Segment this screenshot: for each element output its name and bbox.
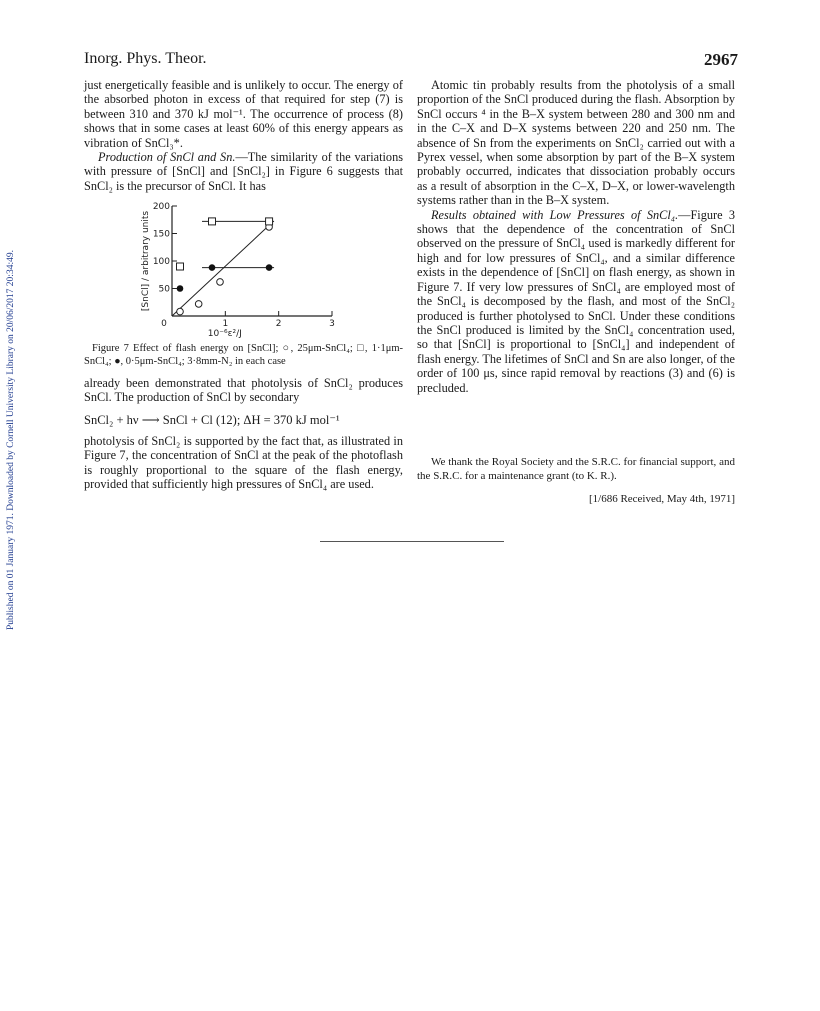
data-point-filled-circle bbox=[209, 264, 216, 271]
data-point-square bbox=[177, 263, 184, 270]
right-column bbox=[417, 78, 735, 395]
acknowledgement: We thank the Royal Society and the S.R.C. for financial support, and the S.R.C. for a maintenance grant (to K. R.). bbox=[417, 456, 735, 482]
section-heading: Results obtained with Low Pressures of SnCl₄. bbox=[431, 207, 679, 222]
x-tick-label: 0 bbox=[161, 319, 167, 329]
received-note: [1/686 Received, May 4th, 1971] bbox=[588, 493, 735, 505]
y-tick-label: 50 bbox=[158, 284, 170, 295]
paragraph: Atomic tin probably results from the photolysis of a small proportion of the SnCl produced during the flash. Absorption by SnCl occurs ⁴ in the B–X system between 280 and 300 nm and in the C–X and D–X systems between 220 and 250 nm. The absence of Sn from the experiments on SnCl₂ carried out with a Pyrex vessel, when some absorption by part of the B–X system probably occurred, indicates that dissociation probably occurs as a result of absorption in the C–X, D–X, or lower-wavelength systems rather than in the B–X system. bbox=[417, 78, 735, 208]
x-tick-label: 1 bbox=[222, 319, 229, 329]
data-point-square bbox=[266, 218, 273, 225]
paragraph: photolysis of SnCl₂ is supported by the fact that, as illustrated in Figure 7, the concentration of SnCl at the peak of the photoflash is roughly proportional to the square of the flash energy, provided that sufficiently high pressures of SnCl₄ are used. bbox=[84, 433, 403, 492]
download-stamp bbox=[6, 190, 20, 630]
section-heading: Production of SnCl and Sn. bbox=[98, 150, 236, 165]
data-point-open-circle bbox=[195, 301, 202, 308]
x-tick-label: 2 bbox=[275, 319, 282, 329]
left-column-top bbox=[84, 78, 403, 193]
paragraph bbox=[417, 208, 735, 395]
paragraph-text: —The similarity of the variations with pressure of [SnCl] and [SnCl₂] in Figure 6 suggests that SnCl₂ is the precursor of SnCl. It has bbox=[84, 150, 404, 193]
x-tick-label: 3 bbox=[329, 319, 335, 329]
y-tick-label: 150 bbox=[152, 229, 170, 240]
y-tick-label: 100 bbox=[152, 257, 170, 267]
figure-7-caption: Figure 7 Effect of flash energy on [SnCl]; ○, 25μm-SnCl₄; □, 1·1μm-SnCl₄; ●, 0·5μm-SnCl₄; 3·8mm-N₂ in each case bbox=[84, 343, 403, 367]
y-axis-label: [SnCl] / arbitrary units bbox=[141, 210, 151, 312]
left-column-bottom bbox=[84, 376, 403, 491]
data-point-filled-circle bbox=[266, 264, 273, 271]
data-point-open-circle bbox=[177, 308, 184, 315]
page-header bbox=[84, 50, 738, 72]
journal-title: Inorg. Phys. Theor. bbox=[84, 50, 207, 67]
paragraph-text: —Figure 3 shows that the dependence of the concentration of SnCl observed on the pressure of SnCl₄ used is markedly different for high and for low pressures of SnCl₄, and a similar difference exists in the dependence of [SnCl] on flash energy, as shown in Figure 7. If very low pressures of SnCl₄ are employed most of the SnCl₄ is decomposed by the flash, and most of the SnCl₂ produced is further photolysed to SnCl. Under these conditions the SnCl produced is limited by the SnCl₄ concentration used, so that [SnCl] is proportional to [SnCl₄] and independent of flash energy. The lifetimes of SnCl and Sn are also longer, of the order of 100 μs, since rapid removal by reactions (3) and (6) is precluded. bbox=[417, 207, 736, 395]
download-stamp-text: Published on 01 January 1971. Downloaded by Cornell University Library on 20/06/2017 20:34:49. bbox=[6, 250, 16, 630]
x-axis-label: 10⁻⁶ε²/J bbox=[207, 329, 242, 338]
y-tick-label: 200 bbox=[152, 202, 170, 212]
data-point-square bbox=[209, 218, 216, 225]
data-point-filled-circle bbox=[177, 285, 184, 292]
equation-12: SnCl₂ + hν ⟶ SnCl + Cl (12); ΔH = 370 kJ mol⁻¹ bbox=[84, 412, 340, 427]
paragraph bbox=[84, 150, 403, 193]
data-point-open-circle bbox=[217, 279, 224, 286]
series-line-25um bbox=[172, 221, 273, 316]
paragraph: already been demonstrated that photolysis of SnCl₂ produces SnCl. The production of SnCl by secondary bbox=[84, 376, 403, 405]
page-number: 2967 bbox=[704, 50, 738, 69]
figure-7-chart bbox=[130, 198, 370, 338]
end-rule bbox=[320, 541, 504, 542]
paragraph: just energetically feasible and is unlikely to occur. The energy of the absorbed photon in excess of that required for step (7) is between 310 and 370 kJ mol⁻¹. The occurrence of process (8) shows that in some cases at least 60% of this energy appears as vibration of SnCl₃*. bbox=[84, 78, 403, 150]
